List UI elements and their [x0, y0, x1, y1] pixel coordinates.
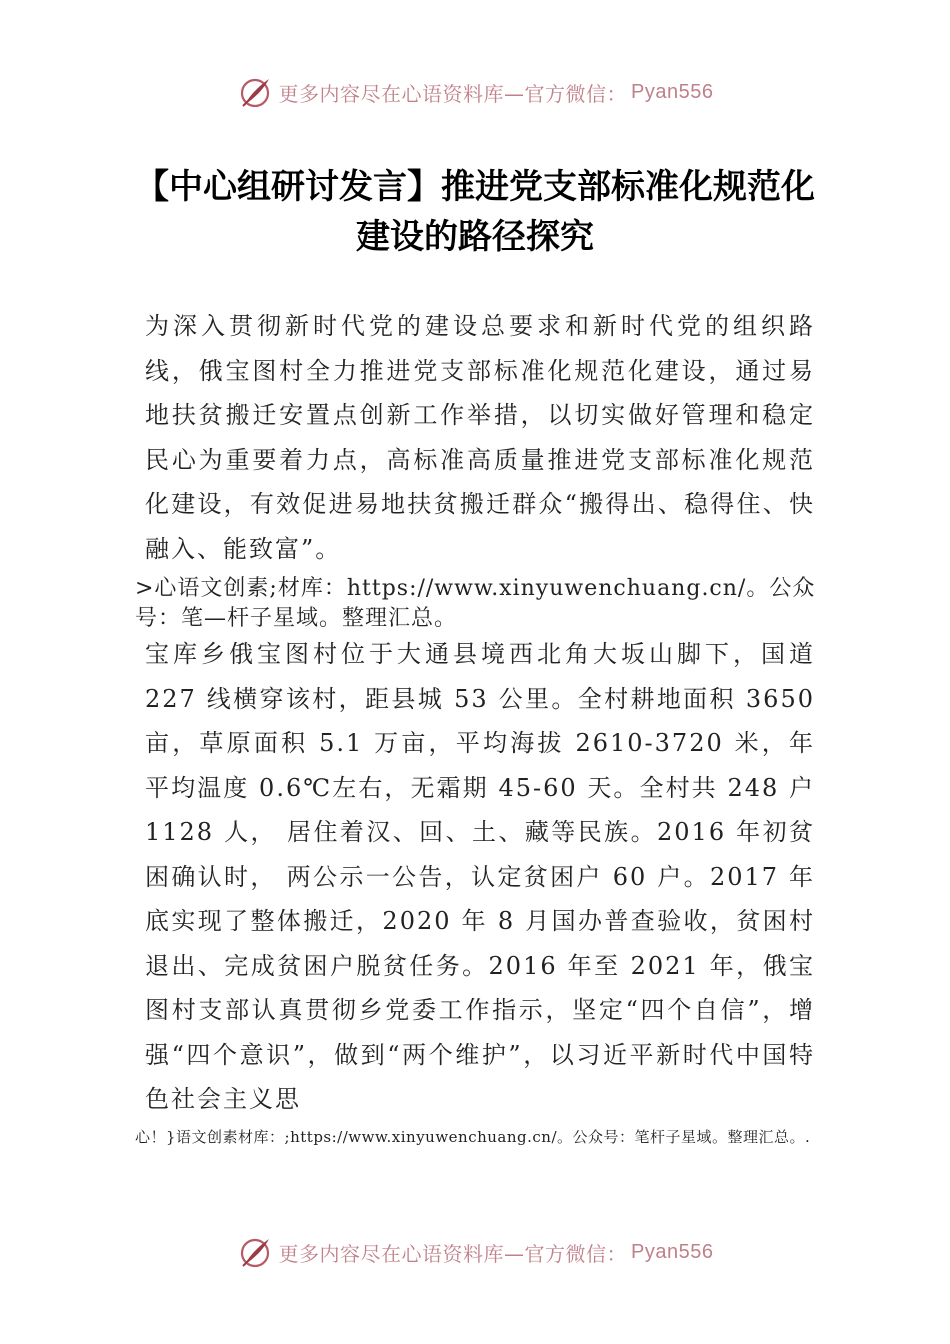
- intro-paragraph: 为深入贯彻新时代党的建设总要求和新时代党的组织路线，俄宝图村全力推进党支部标准化规范化建设，通过易地扶贫搬迁安置点创新工作举措，以切实做好管理和稳定民心为重要着力点，高标准高质量推进党支部标准化规范化建设，有效促进易地扶贫搬迁群众“搬得出、稳得住、快融入、能致富”。: [145, 312, 815, 563]
- wechat-id: Pyan556: [631, 1240, 714, 1263]
- feather-pen-logo-icon: [237, 1234, 273, 1270]
- wechat-id: Pyan556: [631, 80, 714, 103]
- village-profile-paragraph: 宝库乡俄宝图村位于大通县境西北角大坂山脚下，国道 227 线横穿该村，距县城 53 公里。全村耕地面积 3650 亩，草原面积 5.1 万亩，平均海拔 2610-3720 米，年平均温度 0.6℃左右，无霜期 45-60 天。全村共 248 户 1128 人， 居住着汉、回、土、藏等民族。2016 年初贫困确认时， 两公示一公告，认定贫困户 60 户。2017 年底实现了整体搬迁，2020 年 8 月国办普查验收，贫困村退出、完成贫困户脱贫任务。2016 年至 2021 年，俄宝图村支部认真贯彻乡党委工作指示，坚定“四个自信”，增强“四个意识”，做到“两个维护”，以习近平新时代中国特色社会主义思: [145, 640, 815, 1113]
- source-note-1: >心语文创素;材库：https://www.xinyuwenchuang.cn/。公众号：笔—杆子星域。整理汇总。: [135, 576, 816, 631]
- footer-watermark-banner: [0, 1232, 950, 1272]
- source-note-2: 心！}语文创素材库：;https://www.xinyuwenchuang.cn/。公众号：笔杆子星域。整理汇总。.: [135, 1128, 811, 1146]
- banner-text: 更多内容尽在心语资料库—官方微信：: [278, 1241, 628, 1266]
- header-watermark-banner: [0, 72, 950, 112]
- document-title: 【中心组研讨发言】推进党支部标准化规范化建设的路径探究: [135, 167, 815, 257]
- feather-pen-logo-icon: [237, 74, 273, 110]
- banner-text: 更多内容尽在心语资料库—官方微信：: [278, 81, 628, 106]
